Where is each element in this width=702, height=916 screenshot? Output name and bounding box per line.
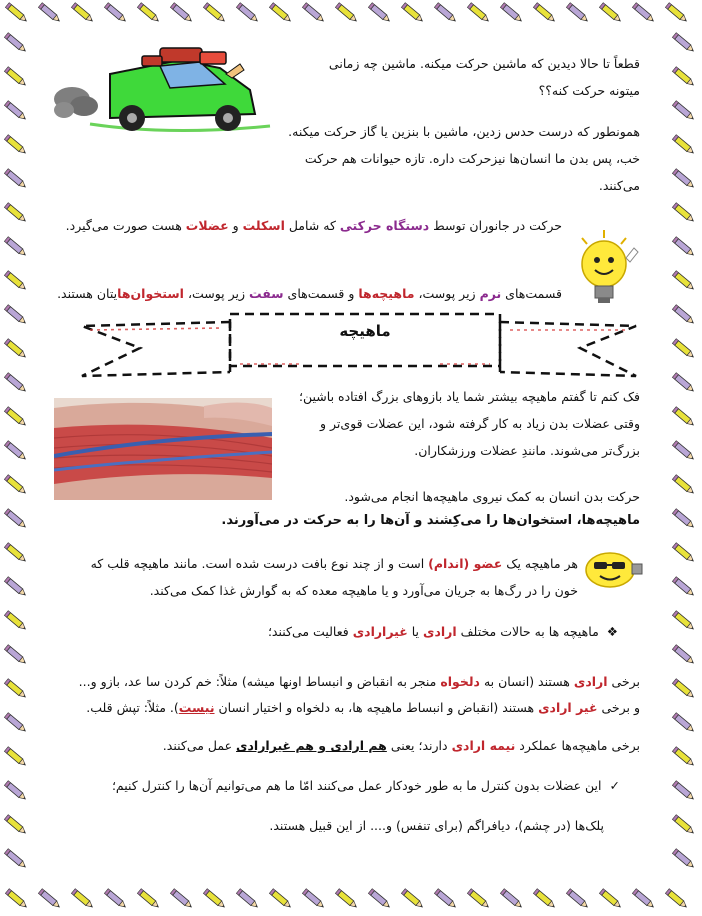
muscle-paragraph-2 (64, 483, 640, 510)
soft-hard-d: زیر پوست، (183, 286, 250, 301)
intro-question (300, 50, 640, 104)
pencil-border-bottom (0, 884, 702, 916)
muscle-p1: فک کنم تا گفتم ماهیچه بیشتر شما یاد بازوهای بزرگ افتاده باشین؛ وقتی عضلات بدن زیاد به کار گرفته شود، این عضلات قوی‌تر و بزرگ‌تر می‌شوند. مانندِ عضلات ورزشکاران. (299, 389, 640, 458)
check-a: این عضلات بدون کنترل ما به طور خودکار عمل می‌کنند امّا ما هم می‌توانیم آن‌ها را کنترل کنیم؛ (111, 778, 602, 793)
types-l2-c: ). مثلاً: تپش قلب. (86, 700, 179, 715)
soft-term: نرم (479, 286, 502, 301)
movement-s1-b: که شامل (284, 218, 340, 233)
types-line-1 (40, 668, 640, 695)
organ-b: است و از چند نوع بافت درست شده است. مانند ماهیچه قلب که خون را در رگ‌ها به جریان می‌آورد و یا ماهیچه معده که به گوارش غذا کمک می‌کند. (90, 556, 578, 598)
movement-s1-a: حرکت در جانوران توسط (429, 218, 562, 233)
types-line-2 (40, 694, 640, 721)
types-l3-a: برخی ماهیچه‌ها عملکرد (515, 738, 640, 753)
intro-q2: همونطور که درست حدس زدین، ماشین با بنزین یا گاز حرکت میکنه. خب، پس بدن ما انسان‌ها نیزحرکت داره. تازه حیوانات هم حرکت می‌کنند. (288, 124, 640, 193)
soft-hard-a: قسمت‌های (501, 286, 562, 301)
movement-s1-and: و (228, 218, 243, 233)
muscle-paragraph-3 (40, 507, 640, 534)
bullet-a: ماهیچه ها به حالات مختلف (456, 624, 599, 639)
types-l1-c: منجر به انقباض و انبساط اونها میشه) مثلاً: خم کردن سا عد، بازو و... (78, 674, 441, 689)
movement-paragraph (64, 212, 562, 239)
lightbulb-sunglasses-icon (576, 548, 646, 596)
intro-q1: قطعاً تا حالا دیدین که ماشین حرکت میکنه. ماشین چه زمانی میتونه حرکت کنه؟؟ (328, 56, 640, 98)
soft-hard-b: زیر پوست، (414, 286, 480, 301)
movement-system-term: دستگاه حرکتی (339, 218, 430, 233)
organ-term: عضو (اندام) (428, 556, 503, 571)
types-voluntary: ارادی (573, 674, 608, 689)
soft-hard-e: یتان هستند. (57, 286, 118, 301)
types-l3-b: دارند؛ یعنی (386, 738, 452, 753)
muscles-term: عضلات (185, 218, 229, 233)
bullet-b: فعالیت می‌کنند؛ (267, 624, 353, 639)
banner-title: ماهیچه (339, 322, 391, 340)
types-l3-c: عمل می‌کنند. (162, 738, 237, 753)
check-line-2 (200, 812, 604, 839)
checkmark-icon: ✓ (609, 778, 620, 793)
bullet-line (200, 618, 618, 645)
involuntary-term: غیرارادی (352, 624, 408, 639)
pencil-border-right (668, 0, 702, 916)
muscle-p3: ماهیچه‌ها، استخوان‌ها را می‌کِشند و آن‌ها را به حرکت در می‌آورند. (221, 513, 640, 528)
soft-hard-c: و قسمت‌های (283, 286, 359, 301)
organ-a: هر ماهیچه یک (502, 556, 578, 571)
types-both: هم ارادی و هم غیرارادی (236, 738, 387, 753)
types-l1-b: هستند (انسان به (479, 674, 574, 689)
lightbulb-icon (568, 228, 642, 306)
diamond-bullet-icon: ❖ (606, 624, 618, 639)
car-illustration (50, 44, 280, 142)
voluntary-term: ارادی (423, 624, 457, 639)
skeleton-term: اسکلت (242, 218, 285, 233)
pencil-border-left (0, 0, 34, 916)
types-will: دلخواه (440, 674, 480, 689)
hard-term: سفت (249, 286, 284, 301)
pencil-border-top (0, 0, 702, 30)
organ-paragraph (64, 550, 578, 604)
intro-answer (282, 118, 640, 199)
types-l2-a: و برخی (597, 700, 640, 715)
bones-term: استخوان‌ها (117, 286, 184, 301)
types-involuntary: غیر ارادی (538, 700, 598, 715)
types-not: نیست (178, 700, 215, 715)
check-line-1 (64, 772, 620, 799)
types-line-3 (120, 732, 640, 759)
muscle-paragraph-1 (282, 383, 640, 464)
check-b: پلک‌ها (در چشم)، دیافراگم (برای تنفس) و.... از این قبیل هستند. (269, 818, 604, 833)
muscle-p2: حرکت بدن انسان به کمک نیروی ماهیچه‌ها انجام می‌شود. (344, 489, 640, 504)
soft-hard-paragraph (40, 280, 562, 307)
types-l1-a: برخی (607, 674, 640, 689)
bullet-or: یا (407, 624, 423, 639)
movement-s1-c: هست صورت می‌گیرد. (65, 218, 186, 233)
banner-ribbon (80, 310, 640, 380)
types-l2-b: هستند (انقباض و انبساط ماهیچه ها، به دلخواه و اختیار انسان (214, 700, 539, 715)
types-semi: نیمه ارادی (451, 738, 516, 753)
muscles-plural-term: ماهیچه‌ها (358, 286, 415, 301)
